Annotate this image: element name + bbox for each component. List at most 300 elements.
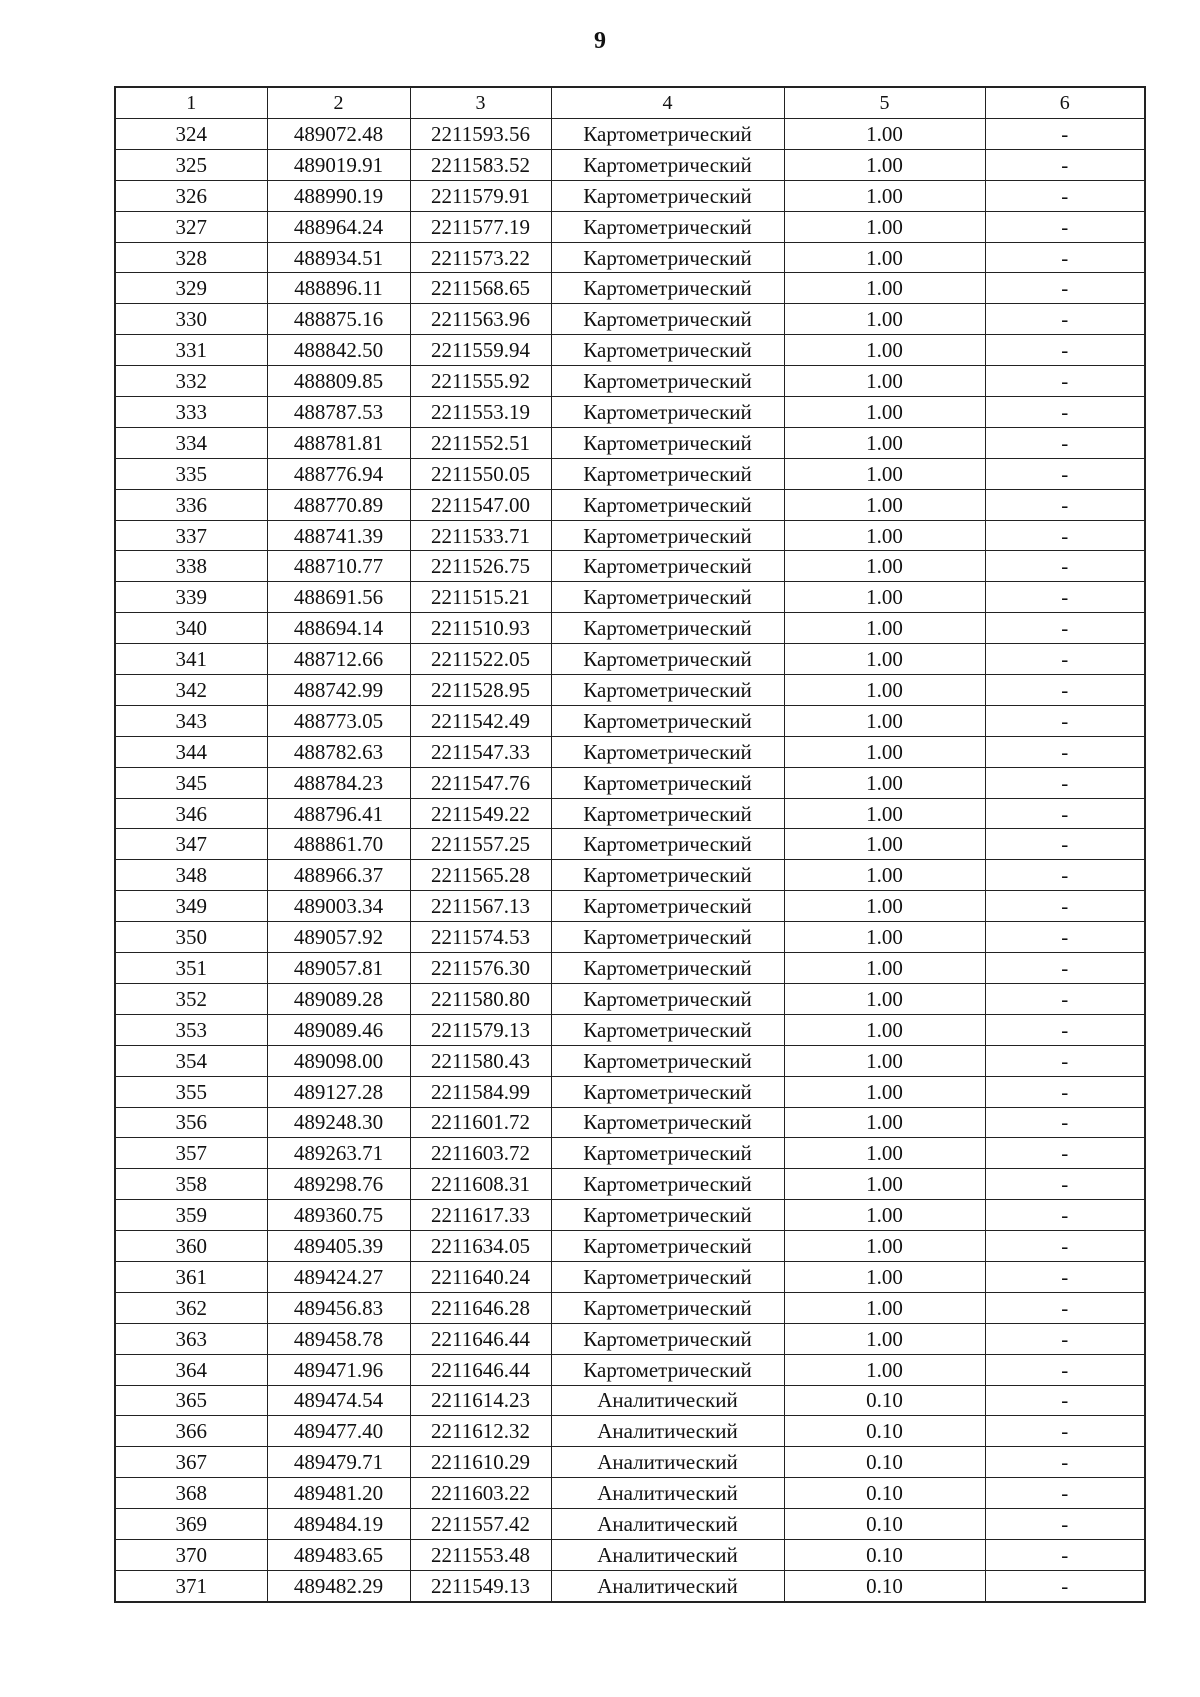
table-cell: - [985,211,1145,242]
table-cell: 333 [115,397,267,428]
table-cell: 489474.54 [267,1385,410,1416]
table-cell: Картометрический [551,1076,784,1107]
table-cell: Картометрический [551,211,784,242]
table-cell: 359 [115,1200,267,1231]
table-cell: 488694.14 [267,613,410,644]
table-row [115,242,1145,273]
table-cell: Картометрический [551,922,784,953]
column-header: 5 [784,87,985,119]
table-cell: 1.00 [784,397,985,428]
table-cell: 337 [115,520,267,551]
table-cell: Картометрический [551,304,784,335]
table-cell: - [985,489,1145,520]
table-cell: 489405.39 [267,1231,410,1262]
table-cell: 2211583.52 [410,149,551,180]
table-cell: 488776.94 [267,458,410,489]
table-row [115,644,1145,675]
table-cell: - [985,1416,1145,1447]
table-cell: Картометрический [551,1261,784,1292]
table-cell: - [985,149,1145,180]
table-cell: 1.00 [784,582,985,613]
table-cell: 488691.56 [267,582,410,613]
table-cell: Картометрический [551,736,784,767]
table-cell: Аналитический [551,1447,784,1478]
table-cell: 489248.30 [267,1107,410,1138]
table-cell: 1.00 [784,1045,985,1076]
table-cell: 1.00 [784,1107,985,1138]
table-row [115,1323,1145,1354]
table-row [115,1570,1145,1601]
table-cell: 2211547.76 [410,767,551,798]
table-cell: - [985,1107,1145,1138]
table-cell: 2211522.05 [410,644,551,675]
table-cell: 489057.81 [267,953,410,984]
table-cell: 352 [115,983,267,1014]
table-cell: 1.00 [784,798,985,829]
table-cell: 488966.37 [267,860,410,891]
table-cell: 2211542.49 [410,705,551,736]
table-row [115,489,1145,520]
table-cell: - [985,675,1145,706]
table-row [115,613,1145,644]
table-cell: - [985,1539,1145,1570]
table-cell: Картометрический [551,829,784,860]
table-cell: Картометрический [551,242,784,273]
table-cell: 488934.51 [267,242,410,273]
table-cell: 371 [115,1570,267,1601]
table-cell: 344 [115,736,267,767]
table-cell: 1.00 [784,427,985,458]
table-row [115,427,1145,458]
table-cell: 2211614.23 [410,1385,551,1416]
table-cell: Картометрический [551,582,784,613]
table-cell: 2211580.43 [410,1045,551,1076]
table-cell: 2211580.80 [410,983,551,1014]
table-cell: 367 [115,1447,267,1478]
table-cell: 2211612.32 [410,1416,551,1447]
table-cell: - [985,366,1145,397]
table-cell: Картометрический [551,119,784,150]
table-cell: 343 [115,705,267,736]
table-cell: 349 [115,891,267,922]
table-cell: 489089.28 [267,983,410,1014]
table-cell: 0.10 [784,1539,985,1570]
table-cell: Картометрический [551,149,784,180]
table-cell: - [985,520,1145,551]
table-cell: - [985,1169,1145,1200]
table-cell: - [985,1014,1145,1045]
table-cell: Аналитический [551,1385,784,1416]
table-cell: 2211634.05 [410,1231,551,1262]
table-cell: 2211557.25 [410,829,551,860]
table-cell: 2211603.22 [410,1478,551,1509]
table-cell: 488896.11 [267,273,410,304]
table-cell: 488809.85 [267,366,410,397]
table-cell: Картометрический [551,1292,784,1323]
table-cell: Картометрический [551,1200,784,1231]
table-cell: 489057.92 [267,922,410,953]
table-cell: 2211559.94 [410,335,551,366]
table-cell: - [985,1570,1145,1601]
table-cell: 2211646.44 [410,1323,551,1354]
table-cell: 2211528.95 [410,675,551,706]
table-cell: 1.00 [784,1261,985,1292]
table-cell: 1.00 [784,335,985,366]
table-cell: 2211601.72 [410,1107,551,1138]
table-cell: 2211573.22 [410,242,551,273]
table-cell: Картометрический [551,613,784,644]
table-cell: 354 [115,1045,267,1076]
table-cell: 2211610.29 [410,1447,551,1478]
table-cell: Картометрический [551,1323,784,1354]
table-cell: 1.00 [784,983,985,1014]
table-cell: 2211593.56 [410,119,551,150]
table-row [115,1385,1145,1416]
table-cell: 350 [115,922,267,953]
table-cell: - [985,1045,1145,1076]
table-cell: 325 [115,149,267,180]
table-row [115,1014,1145,1045]
table-cell: 1.00 [784,953,985,984]
column-header: 2 [267,87,410,119]
table-cell: - [985,1354,1145,1385]
table-cell: - [985,644,1145,675]
table-cell: 488741.39 [267,520,410,551]
table-cell: 489003.34 [267,891,410,922]
table-cell: - [985,798,1145,829]
table-cell: 0.10 [784,1385,985,1416]
table-cell: 488742.99 [267,675,410,706]
table-cell: Картометрический [551,860,784,891]
table-row [115,983,1145,1014]
table-row [115,829,1145,860]
table-cell: 1.00 [784,644,985,675]
table-cell: 339 [115,582,267,613]
table-cell: 326 [115,180,267,211]
table-cell: 369 [115,1509,267,1540]
table-cell: 2211577.19 [410,211,551,242]
table-cell: Аналитический [551,1570,784,1601]
table-cell: 1.00 [784,149,985,180]
table-cell: 2211549.22 [410,798,551,829]
table-cell: 488875.16 [267,304,410,335]
table-cell: - [985,1231,1145,1262]
table-cell: 358 [115,1169,267,1200]
table-row [115,304,1145,335]
table-cell: - [985,427,1145,458]
table-cell: 488781.81 [267,427,410,458]
table-cell: 488710.77 [267,551,410,582]
table-cell: 357 [115,1138,267,1169]
table-cell: 2211549.13 [410,1570,551,1601]
table-cell: 1.00 [784,1231,985,1262]
table-cell: Аналитический [551,1478,784,1509]
table-row [115,1076,1145,1107]
table-cell: 347 [115,829,267,860]
table-cell: 489424.27 [267,1261,410,1292]
table-cell: 365 [115,1385,267,1416]
table-cell: 366 [115,1416,267,1447]
table-cell: - [985,119,1145,150]
table-cell: - [985,273,1145,304]
table-cell: Картометрический [551,891,784,922]
table-cell: 324 [115,119,267,150]
table-row [115,273,1145,304]
table-cell: 489263.71 [267,1138,410,1169]
table-cell: 1.00 [784,705,985,736]
table-cell: - [985,582,1145,613]
table-cell: Картометрический [551,675,784,706]
table-row [115,1354,1145,1385]
table-cell: 2211640.24 [410,1261,551,1292]
table-row [115,397,1145,428]
table-cell: Картометрический [551,520,784,551]
table-cell: - [985,829,1145,860]
table-cell: 2211533.71 [410,520,551,551]
table-cell: Картометрический [551,366,784,397]
table-cell: - [985,860,1145,891]
table-cell: 2211608.31 [410,1169,551,1200]
table-cell: 488796.41 [267,798,410,829]
table-cell: 489482.29 [267,1570,410,1601]
table-cell: 2211574.53 [410,922,551,953]
table-cell: - [985,1385,1145,1416]
table-cell: 1.00 [784,675,985,706]
table-cell: 368 [115,1478,267,1509]
table-cell: 356 [115,1107,267,1138]
table-row [115,1045,1145,1076]
table-row [115,211,1145,242]
table-cell: 2211565.28 [410,860,551,891]
table-cell: 489089.46 [267,1014,410,1045]
table-cell: Картометрический [551,180,784,211]
table-cell: Аналитический [551,1416,784,1447]
table-row [115,705,1145,736]
table-cell: - [985,1076,1145,1107]
table-cell: 0.10 [784,1478,985,1509]
table-cell: 327 [115,211,267,242]
table-cell: 361 [115,1261,267,1292]
table-cell: 355 [115,1076,267,1107]
table-cell: 488787.53 [267,397,410,428]
table-cell: - [985,1200,1145,1231]
table-row [115,1138,1145,1169]
table-cell: Картометрический [551,458,784,489]
table-cell: 1.00 [784,736,985,767]
table-cell: 370 [115,1539,267,1570]
table-row [115,675,1145,706]
table-cell: 1.00 [784,1014,985,1045]
table-row [115,551,1145,582]
table-cell: 488842.50 [267,335,410,366]
table-cell: 364 [115,1354,267,1385]
table-cell: 335 [115,458,267,489]
table-row [115,1231,1145,1262]
table-cell: 2211553.48 [410,1539,551,1570]
table-cell: Картометрический [551,273,784,304]
table-cell: 1.00 [784,860,985,891]
table-cell: 2211568.65 [410,273,551,304]
table-row [115,1200,1145,1231]
table-cell: - [985,767,1145,798]
table-cell: 2211563.96 [410,304,551,335]
table-cell: - [985,397,1145,428]
table-cell: 489471.96 [267,1354,410,1385]
table-cell: 489019.91 [267,149,410,180]
table-cell: 489072.48 [267,119,410,150]
table-cell: - [985,1478,1145,1509]
table-row [115,1416,1145,1447]
table-cell: 489484.19 [267,1509,410,1540]
table-cell: 1.00 [784,767,985,798]
table-cell: 329 [115,273,267,304]
table-cell: 1.00 [784,489,985,520]
table-cell: 348 [115,860,267,891]
table-cell: - [985,1323,1145,1354]
table-row [115,458,1145,489]
table-cell: 488861.70 [267,829,410,860]
table-cell: 362 [115,1292,267,1323]
table-cell: Картометрический [551,953,784,984]
table-cell: - [985,1447,1145,1478]
table-cell: Картометрический [551,551,784,582]
table-cell: 2211550.05 [410,458,551,489]
table-body [115,87,1145,1602]
table-cell: 1.00 [784,119,985,150]
table-cell: 338 [115,551,267,582]
table-cell: 2211567.13 [410,891,551,922]
table-cell: 1.00 [784,1076,985,1107]
column-header: 6 [985,87,1145,119]
table-row [115,1478,1145,1509]
table-cell: 346 [115,798,267,829]
table-cell: Картометрический [551,767,784,798]
table-row [115,1261,1145,1292]
table-cell: 2211553.19 [410,397,551,428]
table-row [115,366,1145,397]
table-cell: - [985,922,1145,953]
table-row [115,520,1145,551]
table-cell: - [985,1261,1145,1292]
table-cell: 0.10 [784,1447,985,1478]
table-row [115,180,1145,211]
table-cell: 353 [115,1014,267,1045]
table-row [115,335,1145,366]
table-cell: 489483.65 [267,1539,410,1570]
column-header: 3 [410,87,551,119]
table-cell: 328 [115,242,267,273]
table-cell: - [985,1138,1145,1169]
table-cell: 2211547.33 [410,736,551,767]
table-cell: 351 [115,953,267,984]
table-cell: Картометрический [551,1014,784,1045]
table-cell: 2211510.93 [410,613,551,644]
table-cell: 2211576.30 [410,953,551,984]
table-cell: 1.00 [784,366,985,397]
table-cell: - [985,551,1145,582]
table-cell: Картометрический [551,489,784,520]
table-cell: Картометрический [551,983,784,1014]
table-header-row [115,87,1145,119]
table-cell: 489458.78 [267,1323,410,1354]
coordinates-table [114,86,1146,1603]
table-cell: 1.00 [784,922,985,953]
table-cell: 489477.40 [267,1416,410,1447]
table-cell: 2211547.00 [410,489,551,520]
table-cell: 0.10 [784,1416,985,1447]
table-cell: - [985,953,1145,984]
table-cell: Картометрический [551,427,784,458]
table-cell: 1.00 [784,891,985,922]
table-cell: - [985,304,1145,335]
table-cell: 1.00 [784,242,985,273]
table-cell: 2211617.33 [410,1200,551,1231]
table-cell: 488784.23 [267,767,410,798]
table-cell: 1.00 [784,211,985,242]
table-row [115,1447,1145,1478]
table-row [115,891,1145,922]
table-cell: 360 [115,1231,267,1262]
table-cell: 341 [115,644,267,675]
table-cell: 330 [115,304,267,335]
table-cell: 345 [115,767,267,798]
table-cell: 488990.19 [267,180,410,211]
table-row [115,736,1145,767]
table-cell: 2211555.92 [410,366,551,397]
table-cell: 1.00 [784,613,985,644]
table-cell: 1.00 [784,1138,985,1169]
table-cell: 1.00 [784,520,985,551]
table-row [115,149,1145,180]
table-row [115,1169,1145,1200]
table-cell: Картометрический [551,335,784,366]
table-row [115,860,1145,891]
table-row [115,1509,1145,1540]
table-cell: 488770.89 [267,489,410,520]
table-row [115,798,1145,829]
table-cell: 1.00 [784,458,985,489]
table-cell: Картометрический [551,1354,784,1385]
table-cell: 2211557.42 [410,1509,551,1540]
table-cell: Картометрический [551,1169,784,1200]
table-cell: 2211646.44 [410,1354,551,1385]
column-header: 1 [115,87,267,119]
table-cell: 2211552.51 [410,427,551,458]
table-cell: 331 [115,335,267,366]
table-cell: 489456.83 [267,1292,410,1323]
table-cell: 2211526.75 [410,551,551,582]
page-number: 9 [594,28,606,54]
table-cell: 489127.28 [267,1076,410,1107]
table-cell: Картометрический [551,1045,784,1076]
table-cell: 1.00 [784,1354,985,1385]
table-cell: - [985,1509,1145,1540]
table-cell: 1.00 [784,1200,985,1231]
table-cell: - [985,736,1145,767]
table-cell: 1.00 [784,273,985,304]
table-cell: 488773.05 [267,705,410,736]
table-cell: 2211515.21 [410,582,551,613]
table-cell: 334 [115,427,267,458]
table-cell: - [985,1292,1145,1323]
table-cell: 340 [115,613,267,644]
table-cell: Картометрический [551,397,784,428]
table-cell: 489479.71 [267,1447,410,1478]
column-header: 4 [551,87,784,119]
table-cell: - [985,891,1145,922]
table-cell: Картометрический [551,1107,784,1138]
table-cell: Картометрический [551,798,784,829]
